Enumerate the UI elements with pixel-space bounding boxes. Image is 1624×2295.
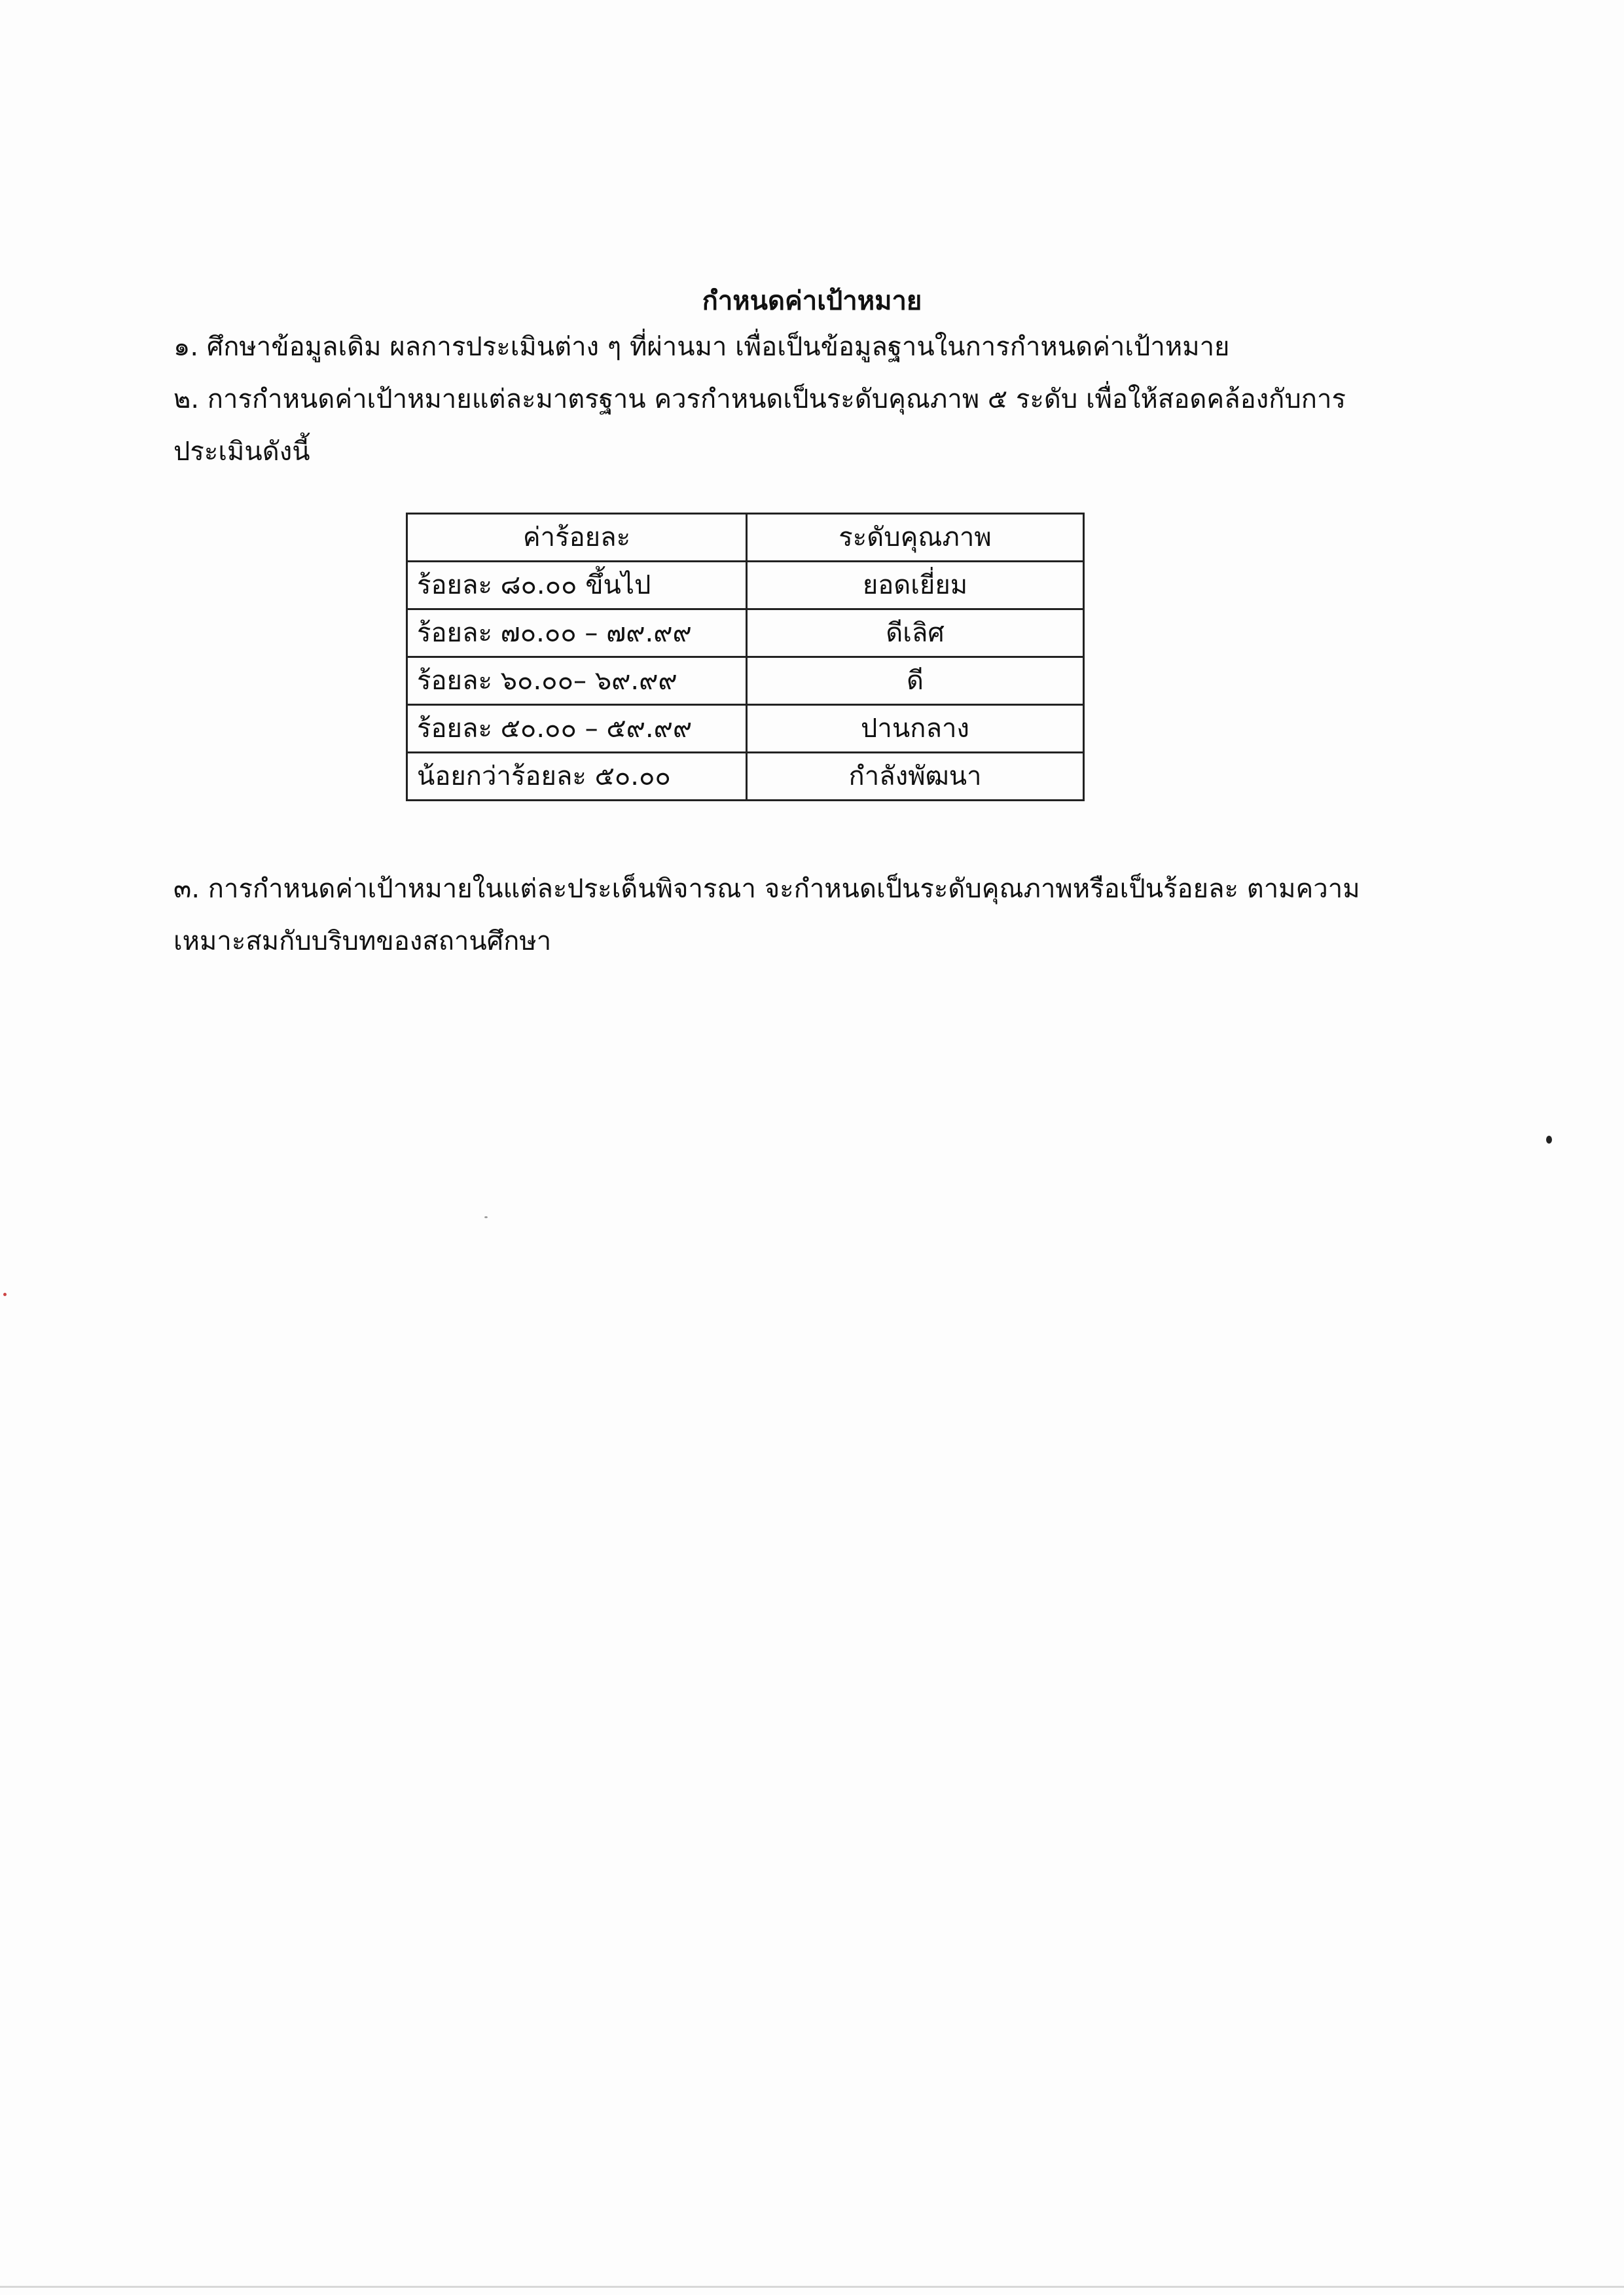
paragraph-line: ๒. การกำหนดค่าเป้าหมายแต่ละมาตรฐาน ควรกำหนดเป็นระดับคุณภาพ ๕ ระดับ เพื่อให้สอดคล้องกับการ xyxy=(173,384,1346,414)
paragraph-line: ๓. การกำหนดค่าเป้าหมายในแต่ละประเด็นพิจารณา จะกำหนดเป็นระดับคุณภาพหรือเป็นร้อยละ ตามความ xyxy=(173,874,1360,904)
table-cell-range: ร้อยละ ๕๐.๐๐ – ๕๙.๙๙ xyxy=(407,705,747,753)
table-cell-level: ดีเลิศ xyxy=(747,609,1084,657)
paragraph-line: เหมาะสมกับบริบทของสถานศึกษา xyxy=(173,926,552,956)
scan-speck xyxy=(3,1293,7,1296)
table-row xyxy=(407,753,1084,801)
document-title: กำหนดค่าเป้าหมาย xyxy=(702,286,922,316)
table-cell-range: ร้อยละ ๗๐.๐๐ – ๗๙.๙๙ xyxy=(407,609,747,657)
table-header-quality-level: ระดับคุณภาพ xyxy=(747,514,1084,562)
quality-level-table xyxy=(406,513,1085,801)
scan-edge-line xyxy=(0,2286,1624,2288)
table-row xyxy=(407,705,1084,753)
table-cell-range: น้อยกว่าร้อยละ ๕๐.๐๐ xyxy=(407,753,747,801)
paragraph-1 xyxy=(173,321,1456,373)
table-row xyxy=(407,657,1084,705)
paragraph-2 xyxy=(173,373,1456,478)
table-row xyxy=(407,609,1084,657)
scan-speck xyxy=(1546,1136,1552,1144)
paragraph-line: ประเมินดังนี้ xyxy=(173,437,310,467)
table-row xyxy=(407,562,1084,609)
paragraph-line: ๑. ศึกษาข้อมูลเดิม ผลการประเมินต่าง ๆ ที่ผ่านมา เพื่อเป็นข้อมูลฐานในการกำหนดค่าเป้าหมาย xyxy=(173,332,1230,362)
table-cell-range: ร้อยละ ๘๐.๐๐ ขึ้นไป xyxy=(407,562,747,609)
table-cell-level: กำลังพัฒนา xyxy=(747,753,1084,801)
scan-speck xyxy=(484,1216,488,1218)
table-cell-range: ร้อยละ ๖๐.๐๐– ๖๙.๙๙ xyxy=(407,657,747,705)
table-header-percentage: ค่าร้อยละ xyxy=(407,514,747,562)
table-cell-level: ยอดเยี่ยม xyxy=(747,562,1084,609)
paragraph-3 xyxy=(173,863,1456,967)
table-cell-level: ดี xyxy=(747,657,1084,705)
table-header-row xyxy=(407,514,1084,562)
table-cell-level: ปานกลาง xyxy=(747,705,1084,753)
